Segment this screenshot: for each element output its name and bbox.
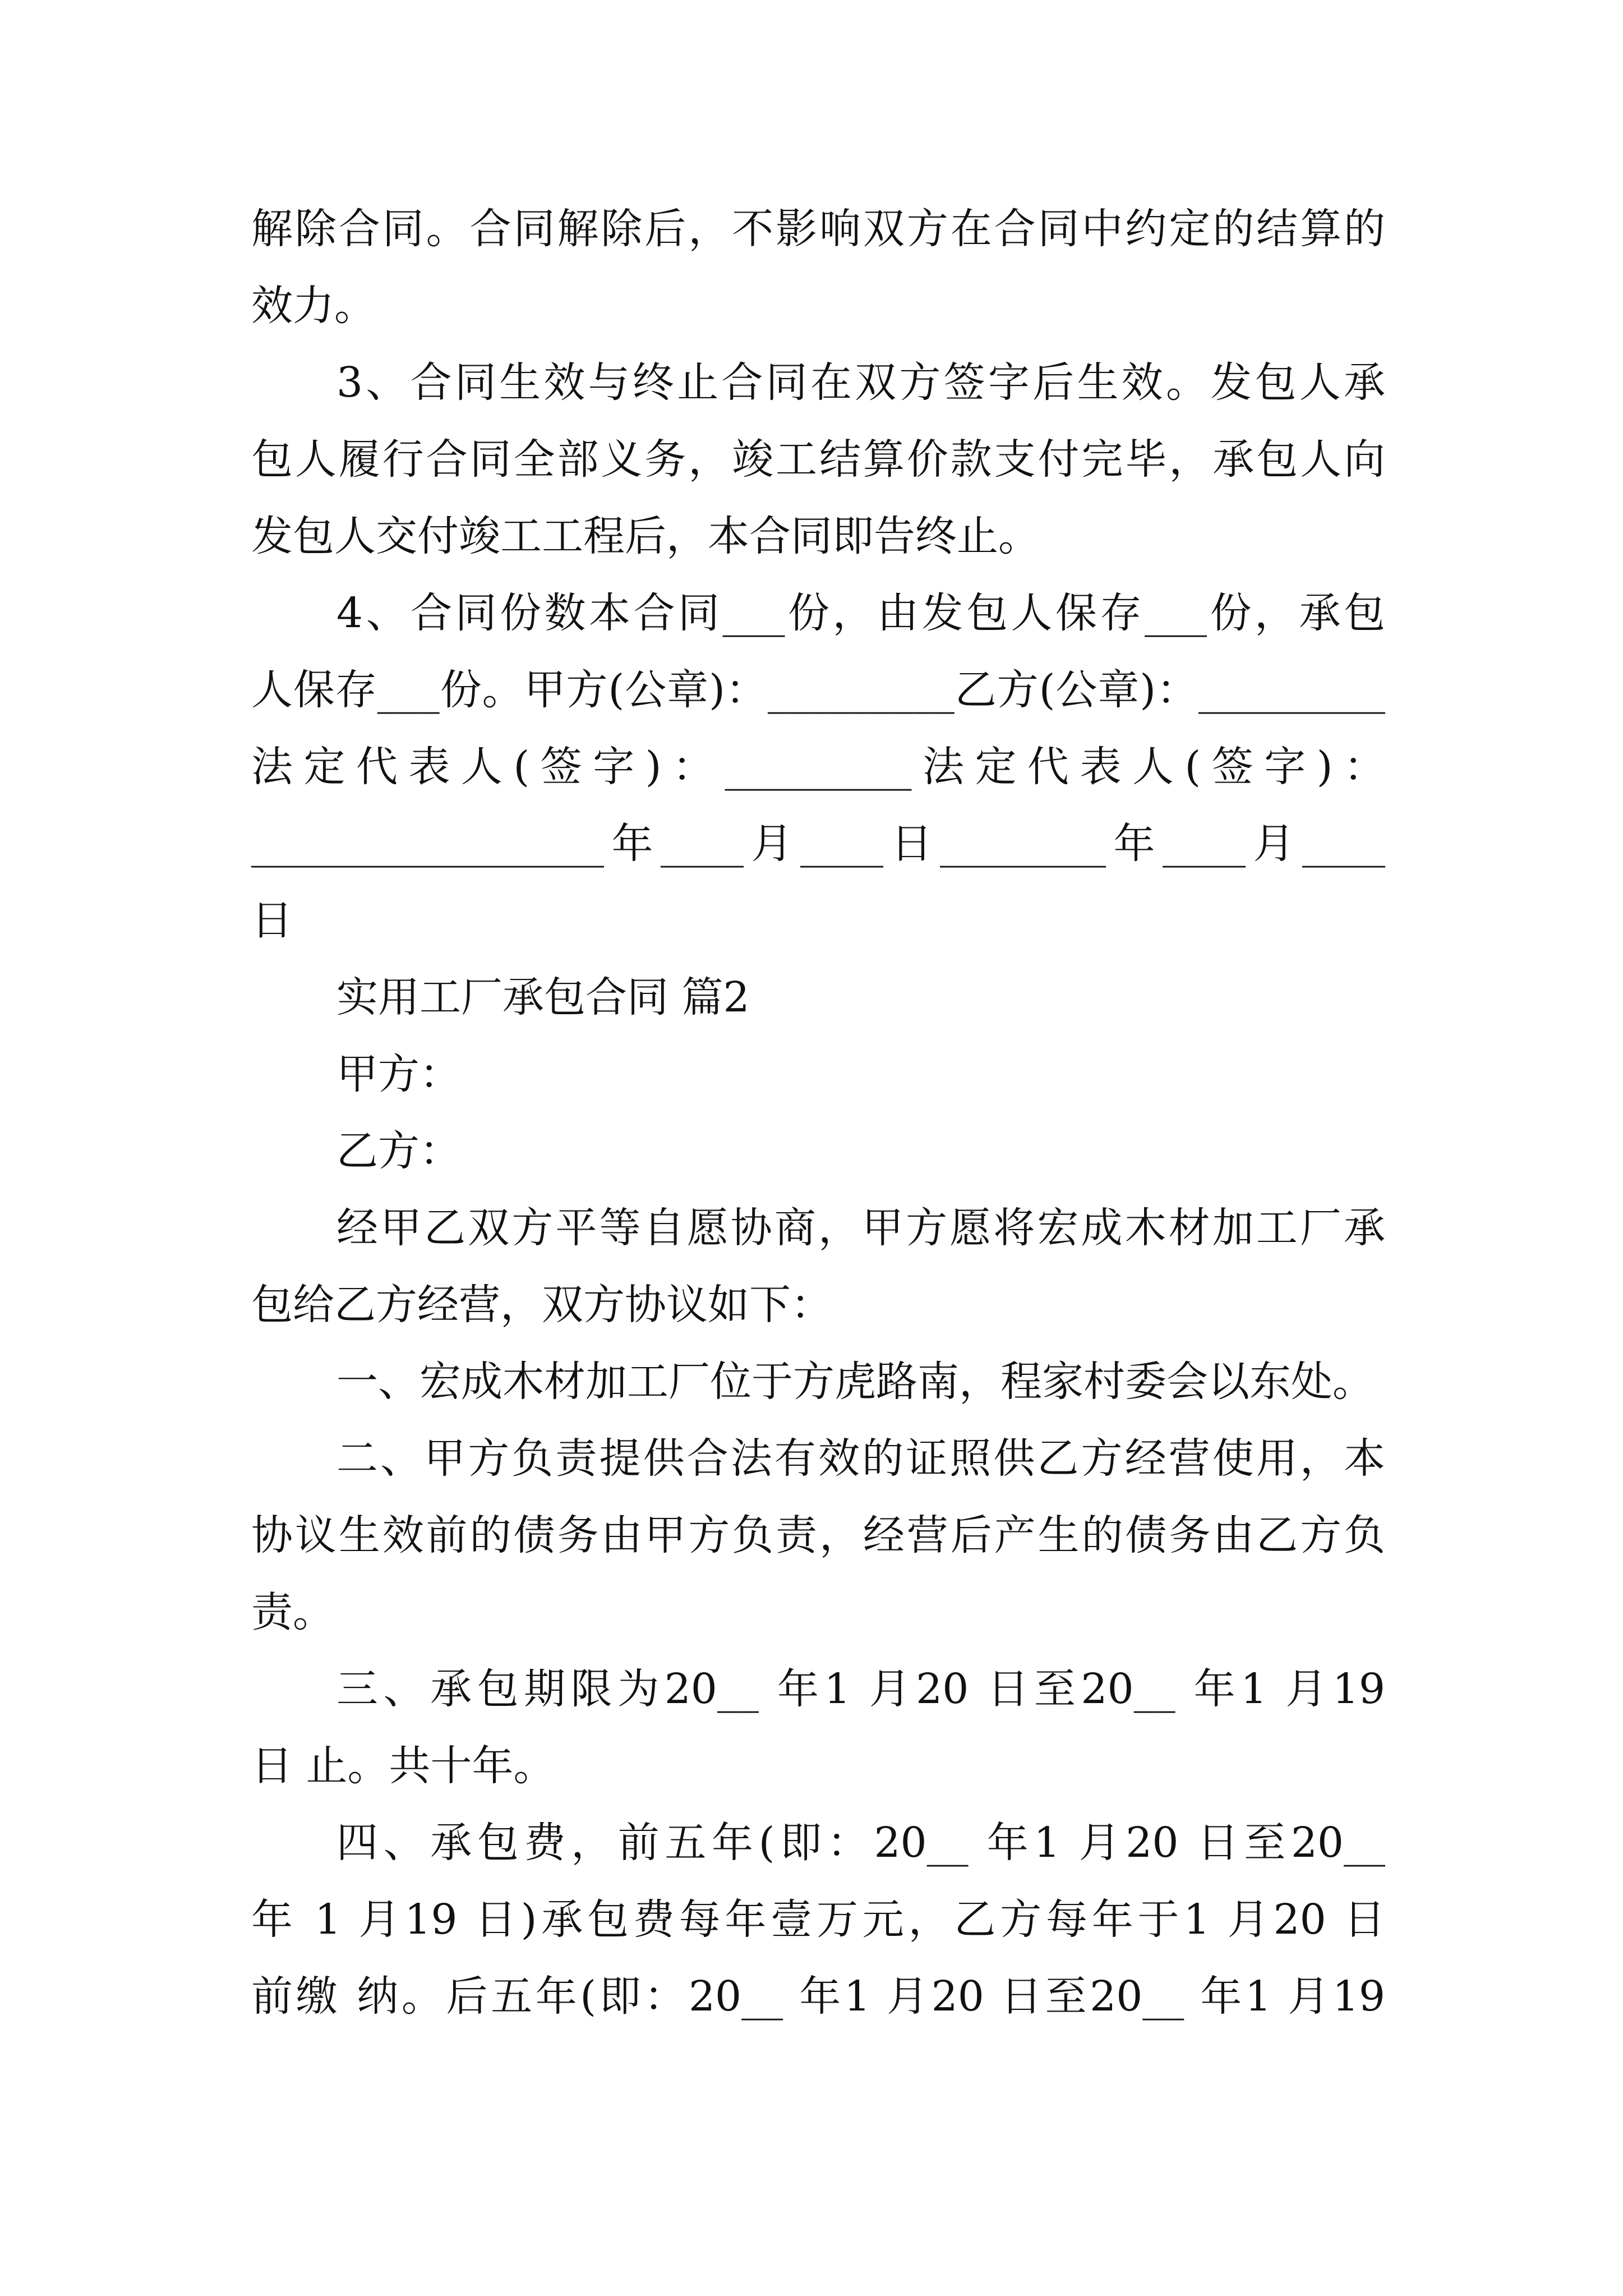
text-line: 效力。 (251, 282, 376, 330)
party-b-label: 乙方： (336, 1127, 461, 1175)
text-line: 一、宏成木材加工厂位于方虎路南，程家村委会以东处。 (336, 1358, 1374, 1406)
text-line: 二、甲方负责提供合法有效的证照供乙方经营使用，本 (336, 1434, 1385, 1483)
party-a-label: 甲方： (336, 1050, 461, 1098)
text-line: 法定代表人(签字)：_________法定代表人(签字)： (251, 743, 1385, 791)
document-page (251, 191, 1385, 2035)
text-line: 包人履行合同全部义务，竣工结算价款支付完毕，承包人向 (251, 435, 1385, 484)
text-line: 发包人交付竣工工程后，本合同即告终止。 (251, 512, 1040, 560)
text-line: 年 1 月19 日)承包费每年壹万元，乙方每年于1 月20 日 (251, 1895, 1385, 1944)
text-line: 人保存___份。甲方(公章)：_________乙方(公章)：_________ (251, 666, 1385, 714)
section-heading: 实用工厂承包合同 篇2 (336, 973, 750, 1022)
text-line: 责。 (251, 1588, 334, 1636)
text-line: 4、合同份数本合同___份，由发包人保存___份，承包 (336, 589, 1385, 637)
text-line: 3、合同生效与终止合同在双方签字后生效。发包人承 (336, 358, 1385, 407)
text-line: _________________年____月____日________年____月____ (251, 820, 1385, 868)
text-line: 包给乙方经营，双方协议如下： (251, 1281, 832, 1329)
text-line: 解除合同。合同解除后，不影响双方在合同中约定的结算的 (251, 205, 1385, 253)
text-line: 四、承包费，前五年(即：20__ 年1 月20 日至20__ (336, 1819, 1385, 1867)
text-line: 日 止。共十年。 (251, 1742, 555, 1790)
text-line: 日 (251, 896, 293, 945)
text-line: 协议生效前的债务由甲方负责，经营后产生的债务由乙方负 (251, 1511, 1385, 1559)
text-line: 经甲乙双方平等自愿协商，甲方愿将宏成木材加工厂承 (336, 1204, 1385, 1252)
text-line: 三、承包期限为20__ 年1 月20 日至20__ 年1 月19 (336, 1665, 1385, 1713)
text-line: 前缴 纳。后五年(即：20__ 年1 月20 日至20__ 年1 月19 (251, 1972, 1385, 2021)
